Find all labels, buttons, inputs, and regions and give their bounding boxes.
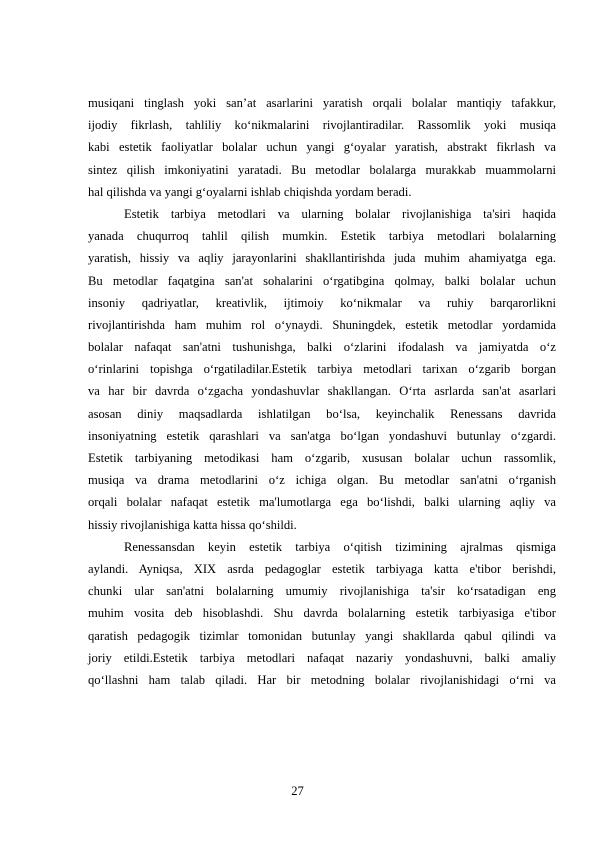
paragraph-end-line: hal qilishda va yangi g‘oyalarni ishlab chiqishda yordam beradi. (88, 184, 412, 199)
text-line: muhim vosita deb hisoblashdi. Shu davrda bolalarning estetik tarbiyasiga e'tibor (88, 606, 556, 621)
text-line: sintez qilish imkoniyatini yaratadi. Bu metodlar bolalarga murakkab muammolarni (88, 162, 556, 177)
text-line: chunki ular san'atni bolalarning umumiy rivojlanishiga ta'sir ko‘rsatadigan eng (88, 584, 556, 599)
text-line: va har bir davrda o‘zgacha yondashuvlar shakllangan. O‘rta asrlarda san'at asarlari (88, 384, 556, 399)
text-line: qaratish pedagogik tizimlar tomonidan butunlay yangi shakllarda qabul qilindi va (88, 628, 556, 643)
text-line: asosan diniy maqsadlarda ishlatilgan bo‘lsa, keyinchalik Renessans davrida (88, 406, 556, 421)
text-line: yanada chuqurroq tahlil qilish mumkin. Estetik tarbiya metodlari bolalarning (88, 229, 556, 244)
paragraph-first-line: Renessansdan keyin estetik tarbiya o‘qitish tizimining ajralmas qismiga (124, 539, 556, 554)
text-line: yaratish, hissiy va aqliy jarayonlarini shakllantirishda juda muhim ahamiyatga ega. (88, 251, 556, 266)
text-line: ijodiy fikrlash, tahliliy ko‘nikmalarini rivojlantiradilar. Rassomlik yoki musiqa (88, 118, 556, 133)
text-line: kabi estetik faoliyatlar bolalar uchun yangi g‘oyalar yaratish, abstrakt fikrlash va (88, 140, 556, 155)
text-line: Estetik tarbiyaning metodikasi ham o‘zgarib, xususan bolalar uchun rassomlik, (88, 451, 556, 465)
text-line: bolalar nafaqat san'atni tushunishga, balki o‘zlarini ifodalash va jamiyatda o‘z (88, 340, 556, 355)
text-line: aylandi. Ayniqsa, XIX asrda pedagoglar estetik tarbiyaga katta e'tibor berishdi, (88, 561, 556, 576)
text-line: insoniy qadriyatlar, kreativlik, ijtimoiy ko‘nikmalar va ruhiy barqarorlikni (88, 295, 556, 310)
text-line: Bu metodlar faqatgina san'at sohalarini o‘rgatibgina qolmay, balki bolalar uchun (88, 273, 556, 288)
page-body-text (88, 92, 556, 691)
text-line: qo‘llashni ham talab qiladi. Har bir metodning bolalar rivojlanishidagi o‘rni va (88, 672, 556, 687)
text-line: rivojlantirishda ham muhim rol o‘ynaydi. Shuningdek, estetik metodlar yordamida (88, 317, 556, 332)
text-line: orqali bolalar nafaqat estetik ma'lumotlarga ega bo‘lishdi, balki ularning aqliy va (88, 495, 556, 510)
text-line: o‘rinlarini topishga o‘rgatiladilar.Estetik tarbiya metodlari tarixan o‘zgarib borgan (88, 362, 556, 377)
paragraph-first-line: Estetik tarbiya metodlari va ularning bolalar rivojlanishiga ta'siri haqida (124, 206, 556, 221)
text-line: insoniyatning estetik qarashlari va san'atga bo‘lgan yondashuvi butunlay o‘zgardi. (88, 428, 556, 443)
text-line: joriy etildi.Estetik tarbiya metodlari nafaqat nazariy yondashuvni, balki amaliy (88, 650, 556, 665)
paragraph-end-line: hissiy rivojlanishiga katta hissa qo‘shildi. (88, 517, 297, 532)
text-line: musiqani tinglash yoki san’at asarlarini yaratish orqali bolalar mantiqiy tafakkur, (88, 96, 556, 110)
text-line: musiqa va drama metodlarini o‘z ichiga olgan. Bu metodlar san'atni o‘rganish (88, 473, 556, 488)
page-number: 27 (291, 784, 304, 798)
